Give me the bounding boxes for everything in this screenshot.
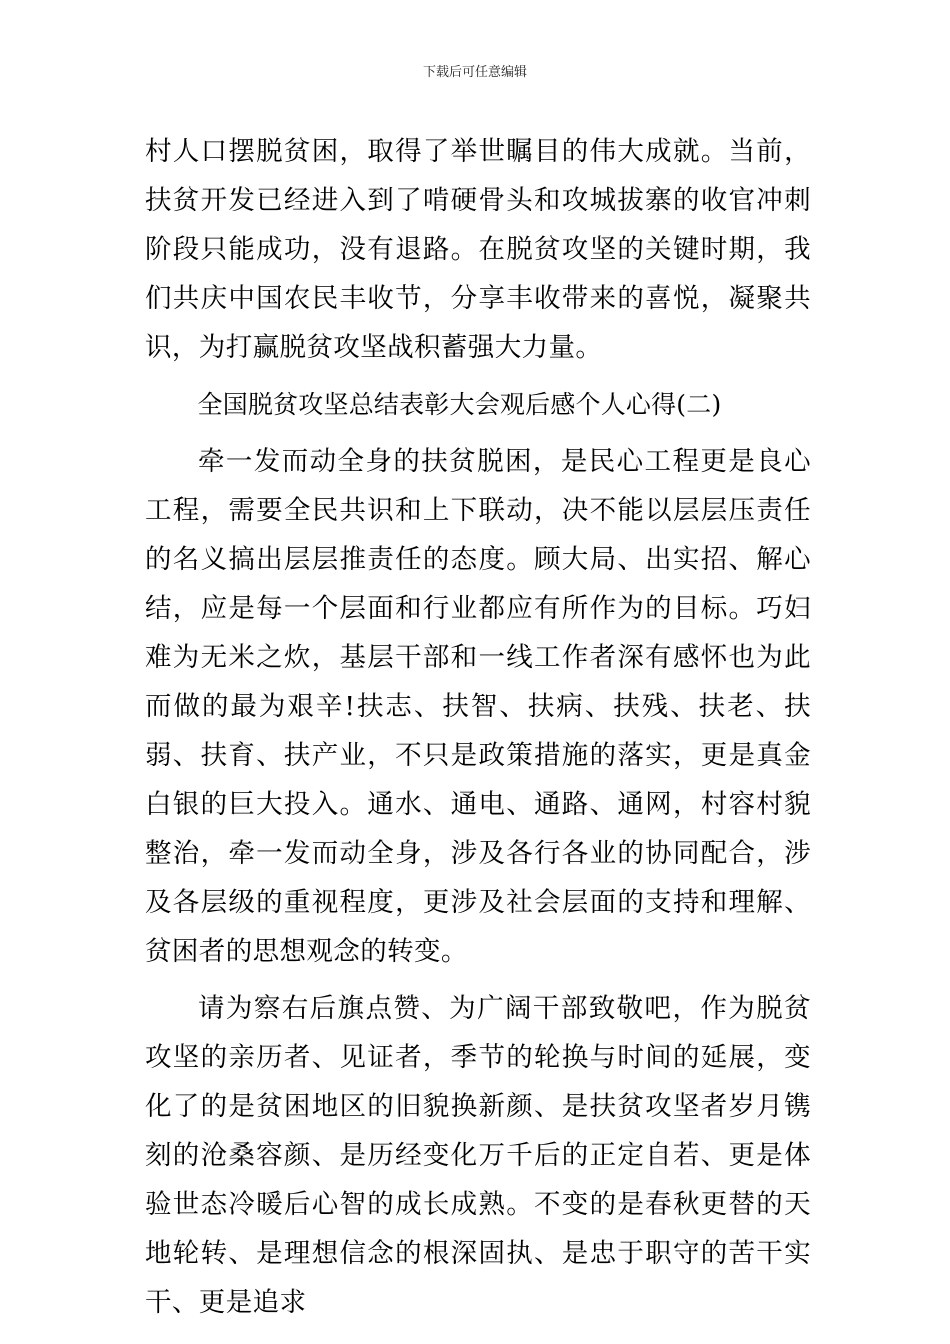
- paragraph-continuation: 村人口摆脱贫困，取得了举世瞩目的伟大成就。当前，扶贫开发已经进入到了啃硬骨头和攻城拔寨的收官冲刺阶段只能成功，没有退路。在脱贫攻坚的关键时期，我们共庆中国农民丰收节，分享丰收带来的喜悦，凝聚共识，为打赢脱贫攻坚战积蓄强大力量。: [145, 136, 811, 363]
- paragraph-body: 牵一发而动全身的扶贫脱困，是民心工程更是良心工程，需要全民共识和上下联动，决不能以层层压责任的名义搞出层层推责任的态度。顾大局、出实招、解心结，应是每一个层面和行业都应有所作为的目标。巧妇难为无米之炊，基层干部和一线工作者深有感怀也为此而做的最为艰辛!扶志、扶智、扶病、扶残、扶老、扶弱、扶育、扶产业，不只是政策措施的落实，更是真金白银的巨大投入。通水、通电、通路、通网，村容村貌整治，牵一发而动全身，涉及各行各业的协同配合，涉及各层级的重视程度，更涉及社会层面的支持和理解、贫困者的思想观念的转变。: [145, 446, 811, 967]
- paragraph-gap: [145, 976, 811, 984]
- document-body: [145, 127, 811, 1327]
- paragraph-gap: [145, 372, 811, 380]
- page-header-note: 下载后可任意编辑: [422, 65, 527, 80]
- paragraph-body: 请为察右后旗点赞、为广阔干部致敬吧，作为脱贫攻坚的亲历者、见证者，季节的轮换与时间的延展，变化了的是贫困地区的旧貌换新颜、是扶贫攻坚者岁月镌刻的沧桑容颜、是历经变化万千后的正定自若、更是体验世态冷暖后心智的成长成熟。不变的是春秋更替的天地轮转、是理想信念的根深固执、是忠于职守的苦干实干、更是追求: [145, 993, 811, 1318]
- section-heading: 全国脱贫攻坚总结表彰大会观后感个人心得(二): [197, 390, 722, 419]
- paragraph-gap: [145, 429, 811, 437]
